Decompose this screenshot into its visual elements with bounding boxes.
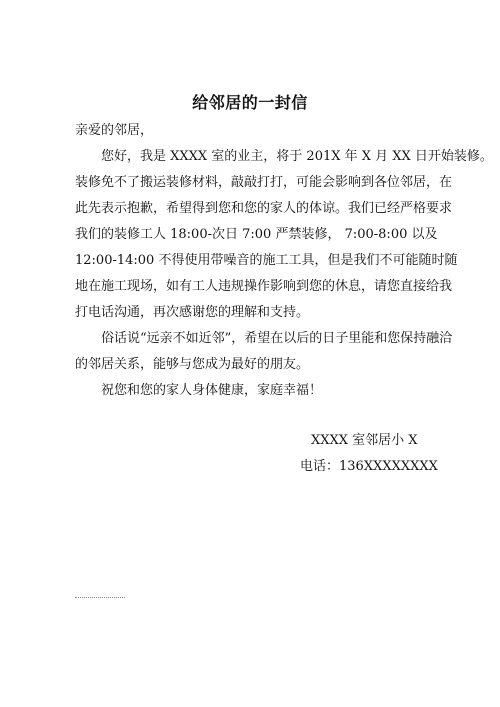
body-line: 您好，我是 XXXX 室的业主，将于 201X 年 X 月 XX 日开始装修。 (101, 149, 493, 164)
signature: XXXX 室邻居小 X (311, 433, 418, 448)
closing-line: 祝您和您的家人身体健康，家庭幸福！ (101, 383, 323, 398)
body-line: 此先表示抱歉，希望得到您和您的家人的体谅。我们已经严格要求 (75, 201, 453, 216)
body-line: 12:00-14:00 不得使用带噪音的施工工具，但是我们不可能随时随 (75, 253, 458, 268)
letter-title: 给邻居的一封信 (192, 93, 308, 112)
phone-number: 电话：136XXXXXXXX (300, 459, 438, 474)
letter-body (75, 144, 493, 404)
dotted-divider (75, 597, 125, 598)
body-line: 地在施工现场，如有工人违规操作影响到您的休息，请您直接给我 (75, 279, 453, 294)
body-line: 的邻居关系，能够与您成为最好的朋友。 (75, 357, 310, 372)
salutation: 亲爱的邻居， (75, 123, 154, 138)
body-line: 打电话沟通，再次感谢您的理解和支持。 (75, 305, 310, 320)
body-line: 我们的装修工人 18:00-次日 7:00 严禁装修， 7:00-8:00 以及 (75, 227, 438, 242)
body-line: 装修免不了搬运装修材料，敲敲打打，可能会影响到各位邻居，在 (75, 175, 453, 190)
body-line: 俗话说“远亲不如近邻”，希望在以后的日子里能和您保持融洽 (101, 331, 453, 346)
